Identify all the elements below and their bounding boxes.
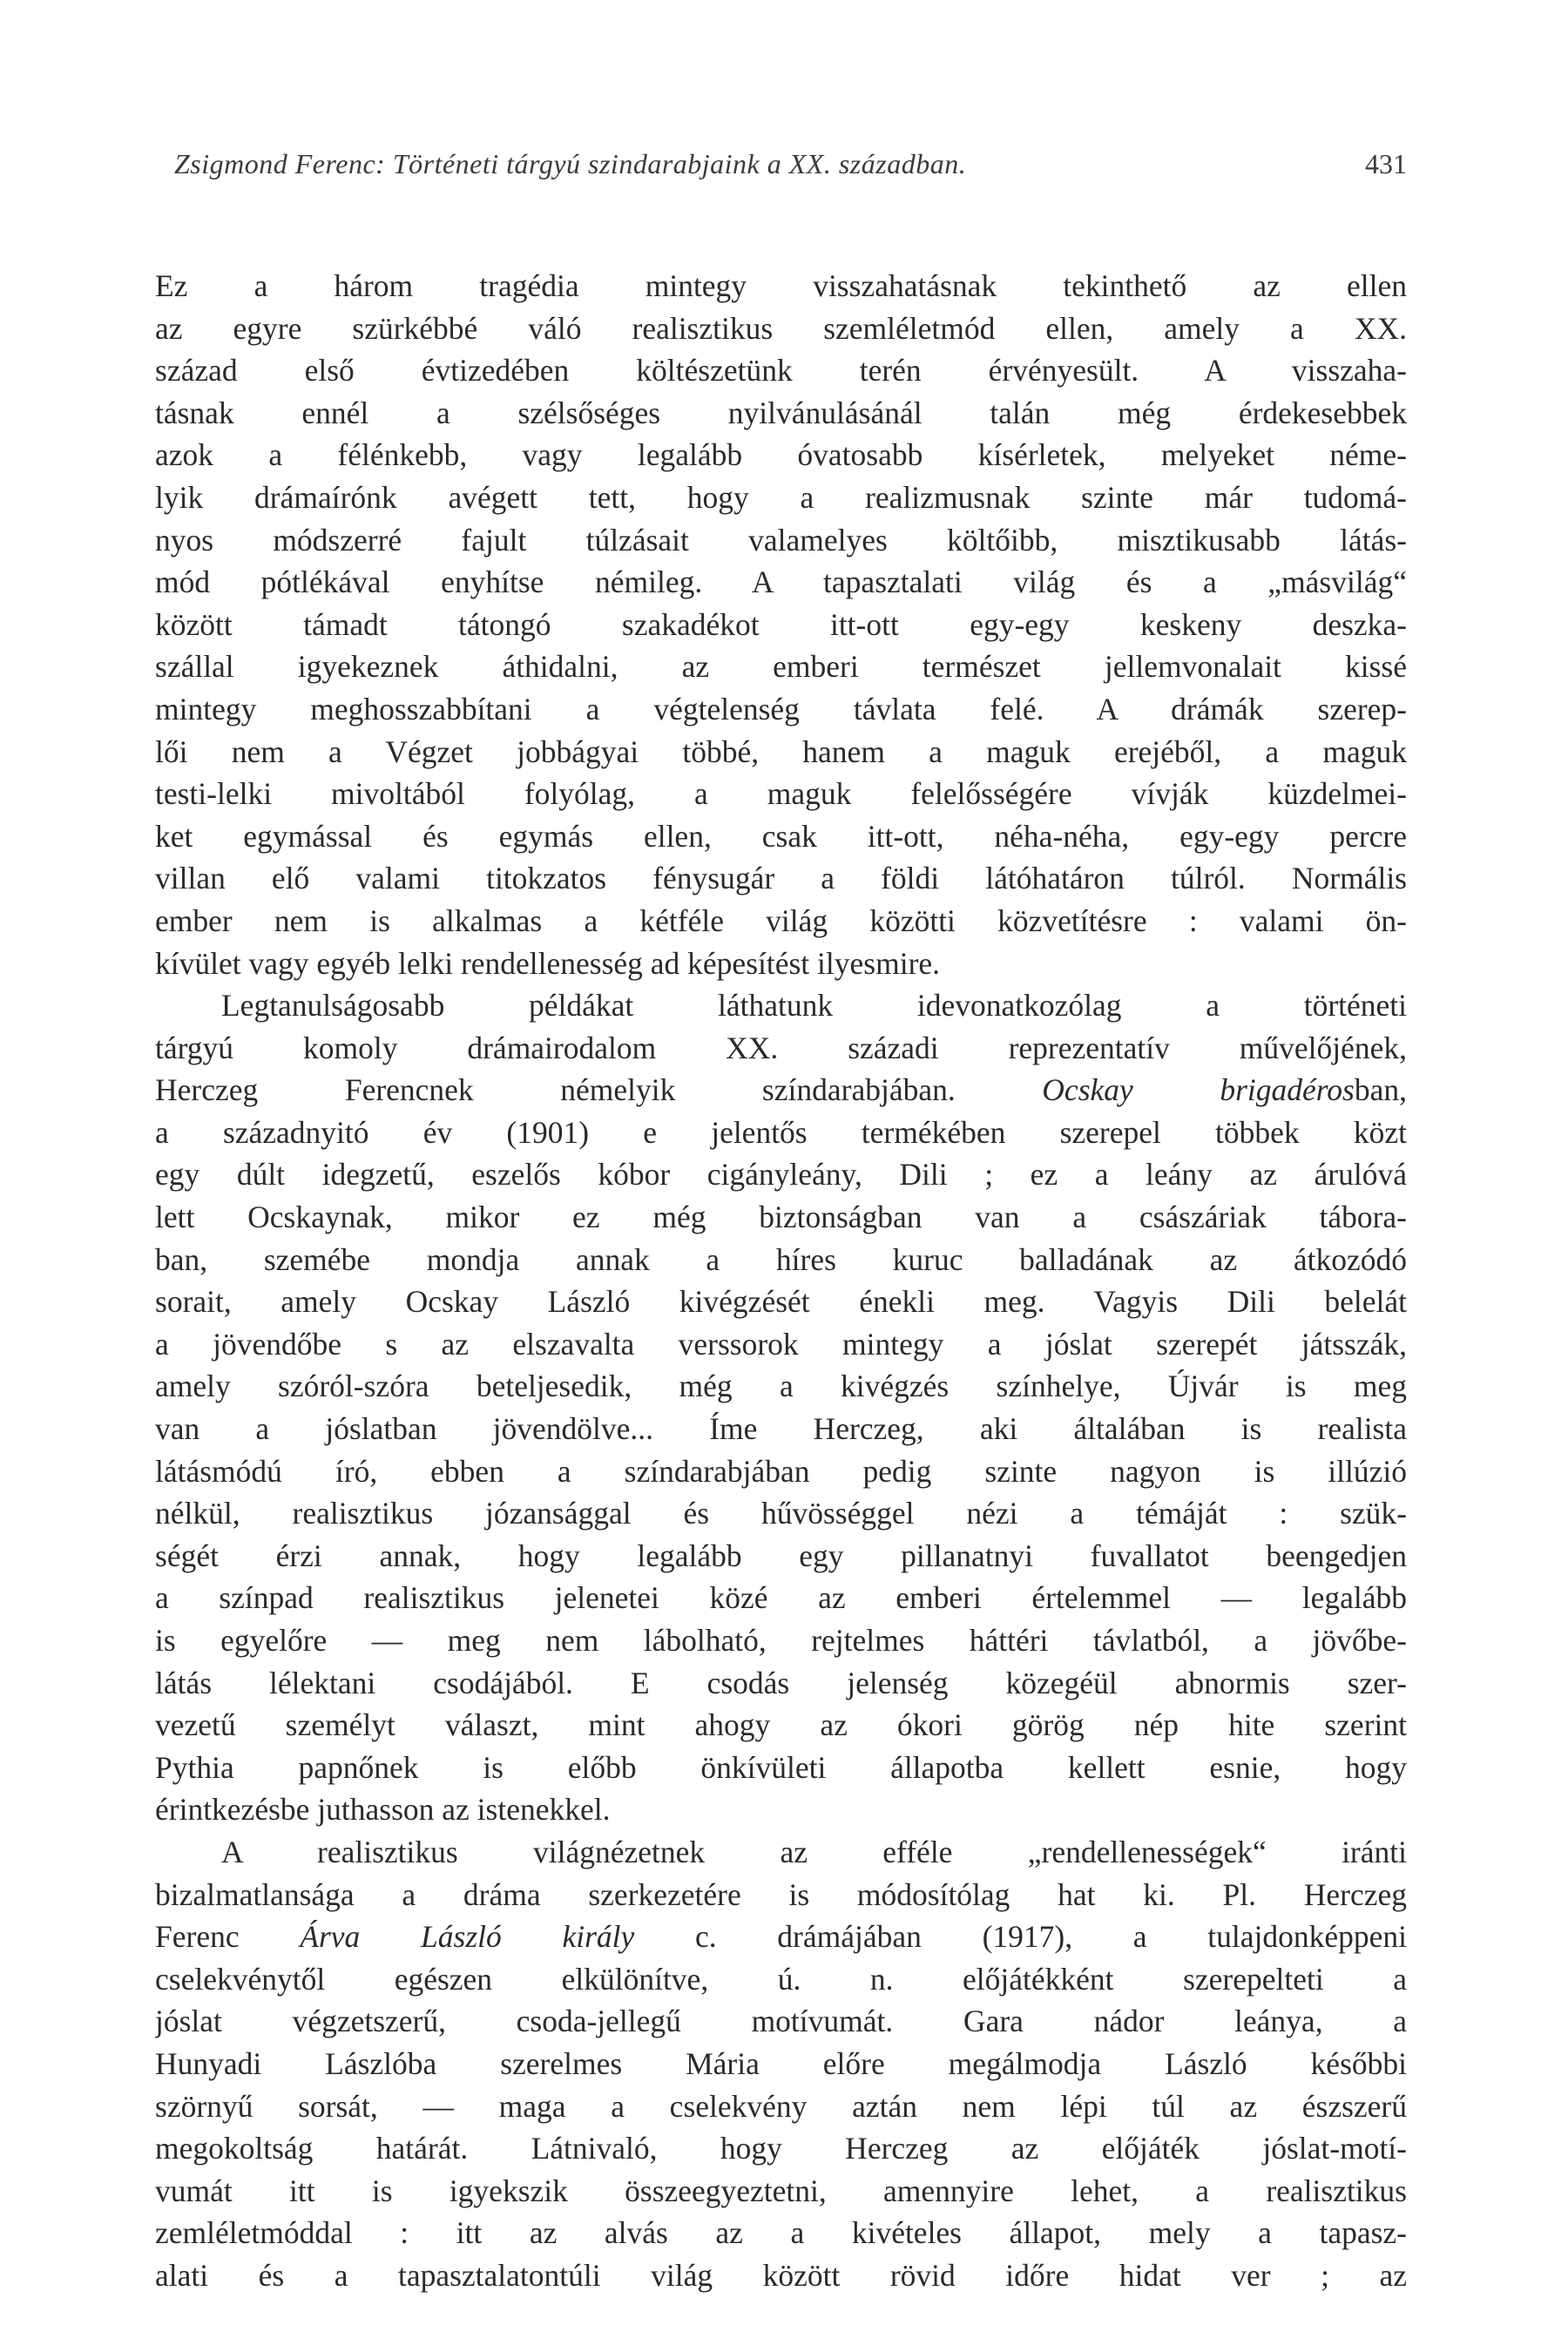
- text-segment: amely szóról-szóra beteljesedik, még a kivégzés színhelye, Újvár is meg: [155, 1369, 1407, 1404]
- text-segment: sorait, amely Ocskay László kivégzését énekli meg. Vagyis Dili belelát: [155, 1284, 1407, 1320]
- text-segment: Hunyadi Lászlóba szerelmes Mária előre megálmodja László későbbi: [155, 2045, 1407, 2081]
- text-segment: nélkül, realisztikus józansággal és hűvösséggel nézi a témáját : szük-: [155, 1496, 1407, 1531]
- text-segment: Legtanulságosabb példákat láthatunk idevonatkozólag a történeti: [221, 988, 1407, 1024]
- text-line: [155, 2000, 1407, 2043]
- text-line: [155, 2170, 1407, 2213]
- text-segment: megokoltság határát. Látnivaló, hogy Herczeg az előjáték jóslat-motí-: [155, 2131, 1407, 2166]
- text-segment: ban, szemébe mondja annak a híres kuruc balladának az átkozódó: [155, 1241, 1407, 1277]
- text-segment: vumát itt is igyekszik összeegyeztetni, amennyire lehet, a realisztikus: [155, 2173, 1407, 2208]
- text-segment: ban,: [1354, 1072, 1407, 1108]
- text-segment: is egyelőre — meg nem lábolható, rejtelmes háttéri távlatból, a jövőbe-: [155, 1623, 1407, 1658]
- text-segment: a jövendőbe s az elszavalta verssorok mintegy a jóslat szerepét játsszák,: [155, 1326, 1407, 1362]
- text-line: [155, 1577, 1407, 1619]
- text-segment: ember nem is alkalmas a kétféle világ közötti közvetítésre : valami ön-: [155, 902, 1407, 938]
- text-line: [155, 2212, 1407, 2254]
- running-head-title: Zsigmond Ferenc: Történeti tárgyú szindarabjaink a XX. században.: [174, 148, 967, 179]
- running-head: [155, 148, 1407, 192]
- book-page: [155, 148, 1407, 2297]
- text-segment: az egyre szürkébbé váló realisztikus szemléletmód ellen, amely a XX.: [155, 310, 1407, 346]
- text-segment: látásmódú író, ebben a színdarabjában pedig szinte nagyon is illúzió: [155, 1453, 1407, 1489]
- text-line: [155, 561, 1407, 604]
- text-line: [155, 1831, 1407, 1874]
- text-segment: Pythia papnőnek is előbb önkívületi állapotba kellett esnie, hogy: [155, 1749, 1407, 1785]
- text-line: [155, 645, 1407, 688]
- text-line: [155, 857, 1407, 900]
- text-line: [155, 1619, 1407, 1662]
- text-line: [155, 2043, 1407, 2085]
- text-line: [155, 434, 1407, 476]
- text-line: [155, 1747, 1407, 1789]
- text-line: [155, 1069, 1407, 1112]
- text-line: [155, 943, 1407, 985]
- text-segment: tásnak ennél a szélsőséges nyilvánulásánál talán még érdekesebbek: [155, 395, 1407, 430]
- text-segment: jóslat végzetszerű, csoda-jellegű motívumát. Gara nádor leánya, a: [155, 2004, 1407, 2039]
- text-segment: Ferenc: [155, 1919, 301, 1955]
- text-segment: bizalmatlansága a dráma szerkezetére is módosítólag hat ki. Pl. Herczeg: [155, 1876, 1407, 1912]
- text-segment: lyik drámaírónk avégett tett, hogy a realizmusnak szinte már tudomá-: [155, 479, 1407, 515]
- text-line: [155, 2254, 1407, 2297]
- text-line: [155, 392, 1407, 435]
- text-segment: egy dúlt idegzetű, eszelős kóbor cigányleány, Dili ; ez a leány az árulóvá: [155, 1157, 1407, 1193]
- text-line: [155, 519, 1407, 562]
- text-segment: nyos módszerré fajult túlzásait valamelyes költőibb, misztikusabb látás-: [155, 522, 1407, 558]
- text-line: [155, 1788, 1407, 1831]
- text-segment: tárgyú komoly drámairodalom XX. századi reprezentatív művelőjének,: [155, 1030, 1407, 1065]
- text-line: [155, 1916, 1407, 1958]
- text-line: [155, 265, 1407, 308]
- text-segment: testi-lelki mivoltából folyólag, a maguk felelősségére vívják küzdelmei-: [155, 776, 1407, 812]
- text-segment: szállal igyekeznek áthidalni, az emberi természet jellemvonalait kissé: [155, 649, 1407, 685]
- page-number: 431: [1365, 148, 1407, 179]
- text-line: [155, 476, 1407, 519]
- text-line: [155, 688, 1407, 731]
- text-line: [155, 1281, 1407, 1323]
- text-line: [155, 349, 1407, 392]
- text-line: [155, 1492, 1407, 1535]
- text-segment: cselekvénytől egészen elkülönítve, ú. n. előjátékként szerepelteti a: [155, 1961, 1407, 1997]
- text-segment: mód pótlékával enyhítse némileg. A tapasztalati világ és a „másvilág“: [155, 564, 1407, 600]
- text-line: [155, 1153, 1407, 1196]
- text-line: [155, 731, 1407, 774]
- text-line: [155, 1112, 1407, 1154]
- text-segment: lett Ocskaynak, mikor ez még biztonságban van a császáriak tábora-: [155, 1200, 1407, 1235]
- text-line: [155, 1535, 1407, 1578]
- text-line: [155, 2127, 1407, 2170]
- text-segment: lői nem a Végzet jobbágyai többé, hanem a maguk erejéből, a maguk: [155, 733, 1407, 769]
- text-segment: ségét érzi annak, hogy legalább egy pillanatnyi fuvallatot beengedjen: [155, 1538, 1407, 1573]
- text-line: [155, 1027, 1407, 1070]
- text-segment: kívület vagy egyéb lelki rendellenesség ad képesítést ilyesmire.: [155, 945, 941, 981]
- text-line: [155, 1196, 1407, 1239]
- body-text: [155, 265, 1407, 2297]
- text-segment: van a jóslatban jövendölve... Íme Herczeg, aki általában is realista: [155, 1411, 1407, 1447]
- text-segment: érintkezésbe juthasson az istenekkel.: [155, 1792, 611, 1828]
- italic-title-segment: Árva László király: [300, 1919, 635, 1955]
- text-segment: között támadt tátongó szakadékot itt-ott egy-egy keskeny deszka-: [155, 606, 1407, 642]
- text-segment: század első évtizedében költészetünk terén érvényesült. A visszaha-: [155, 353, 1407, 389]
- text-segment: a századnyitó év (1901) e jelentős termékében szerepel többek közt: [155, 1114, 1407, 1150]
- text-segment: Ez a három tragédia mintegy visszahatásnak tekinthető az ellen: [155, 268, 1407, 303]
- text-segment: azok a félénkebb, vagy legalább óvatosabb kísérletek, melyeket néme-: [155, 437, 1407, 473]
- text-segment: vezetű személyt választ, mint ahogy az ókori görög nép hite szerint: [155, 1707, 1407, 1743]
- text-segment: szörnyű sorsát, — maga a cselekvény aztán nem lépi túl az észszerű: [155, 2088, 1407, 2124]
- text-line: [155, 773, 1407, 815]
- text-line: [155, 900, 1407, 943]
- text-segment: A realisztikus világnézetnek az efféle „rendellenességek“ iránti: [221, 1834, 1407, 1869]
- text-segment: alati és a tapasztalatontúli világ között rövid időre hidat ver ; az: [155, 2257, 1407, 2293]
- text-segment: látás lélektani csodájából. E csodás jelenség közegéül abnormis szer-: [155, 1665, 1407, 1700]
- text-segment: a színpad realisztikus jelenetei közé az emberi értelemmel — legalább: [155, 1580, 1407, 1616]
- text-segment: c. drámájában (1917), a tulajdonképpeni: [634, 1919, 1407, 1955]
- text-line: [155, 1958, 1407, 2001]
- text-line: [155, 815, 1407, 858]
- text-line: [155, 1323, 1407, 1366]
- text-line: [155, 984, 1407, 1027]
- text-line: [155, 604, 1407, 646]
- text-segment: ket egymással és egymás ellen, csak itt-ott, néha-néha, egy-egy percre: [155, 818, 1407, 854]
- text-line: [155, 1239, 1407, 1281]
- text-line: [155, 2085, 1407, 2128]
- text-segment: villan elő valami titokzatos fénysugár a földi látóhatáron túlról. Normális: [155, 861, 1407, 896]
- text-line: [155, 308, 1407, 350]
- text-line: [155, 1704, 1407, 1747]
- text-line: [155, 1408, 1407, 1450]
- text-line: [155, 1450, 1407, 1493]
- italic-title-segment: Ocskay brigadéros: [1042, 1072, 1355, 1108]
- text-segment: Herczeg Ferencnek némelyik színdarabjában.: [155, 1072, 1043, 1108]
- text-segment: zemléletmóddal : itt az alvás az a kivételes állapot, mely a tapasz-: [155, 2215, 1407, 2251]
- text-segment: mintegy meghosszabbítani a végtelenség távlata felé. A drámák szerep-: [155, 691, 1407, 727]
- text-line: [155, 1874, 1407, 1916]
- text-line: [155, 1365, 1407, 1408]
- text-line: [155, 1662, 1407, 1705]
